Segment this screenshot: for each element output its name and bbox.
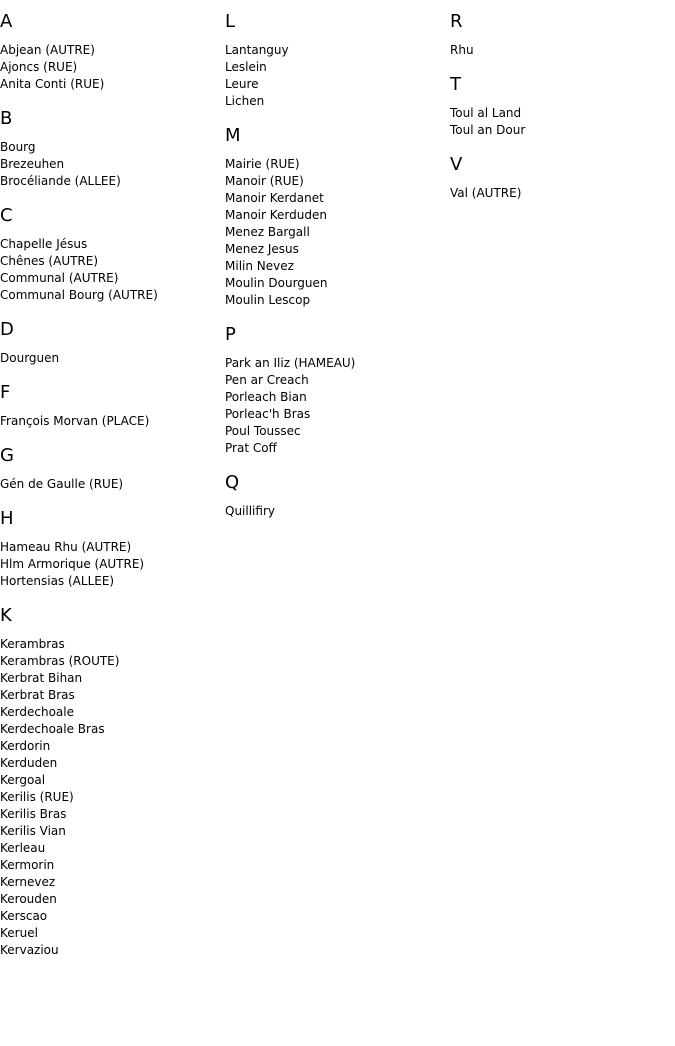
letter-group	[0, 446, 225, 493]
letter-heading: H	[0, 508, 14, 529]
letter-group	[0, 383, 225, 430]
street-list	[0, 139, 225, 190]
letter-heading: V	[450, 154, 463, 175]
street-link[interactable]: Rhu	[450, 43, 474, 57]
street-link[interactable]: Toul al Land	[450, 106, 522, 120]
letter-heading: K	[0, 605, 12, 626]
letter-group	[225, 325, 450, 457]
street-link[interactable]: Porleac'h Bras	[225, 407, 311, 421]
street-link[interactable]: Kerilis Vian	[0, 824, 66, 838]
street-link[interactable]: Kerdorin	[0, 739, 51, 753]
street-link[interactable]: Milin Nevez	[225, 259, 294, 273]
street-link[interactable]: Moulin Lescop	[225, 293, 311, 307]
letter-group	[0, 206, 225, 304]
street-link[interactable]: Communal (AUTRE)	[0, 271, 119, 285]
street-link[interactable]: Val (AUTRE)	[450, 186, 522, 200]
letter-group	[225, 12, 450, 110]
index-column-1	[0, 0, 225, 975]
index-column-2	[225, 0, 450, 536]
street-link[interactable]: Communal Bourg (AUTRE)	[0, 288, 158, 302]
street-link[interactable]: Kernevez	[0, 875, 56, 889]
letter-heading: R	[450, 11, 463, 32]
street-link[interactable]: Kerdechoale Bras	[0, 722, 105, 736]
street-link[interactable]: Kerdechoale	[0, 705, 74, 719]
street-list	[0, 413, 225, 430]
letter-group	[225, 126, 450, 309]
street-list	[0, 42, 225, 93]
street-list	[0, 476, 225, 493]
letter-heading: L	[225, 11, 236, 32]
street-link[interactable]: Prat Coff	[225, 441, 277, 455]
street-link[interactable]: Kerouden	[0, 892, 57, 906]
letter-heading: T	[450, 74, 461, 95]
letter-heading: M	[225, 125, 241, 146]
street-link[interactable]: François Morvan (PLACE)	[0, 414, 150, 428]
letter-group	[450, 75, 675, 139]
letter-group	[0, 109, 225, 190]
street-link[interactable]: Kerbrat Bras	[0, 688, 75, 702]
street-link[interactable]: Leslein	[225, 60, 267, 74]
letter-group	[0, 320, 225, 367]
street-link[interactable]: Leure	[225, 77, 259, 91]
street-link[interactable]: Kerilis Bras	[0, 807, 67, 821]
street-link[interactable]: Hameau Rhu (AUTRE)	[0, 540, 132, 554]
street-link[interactable]: Hlm Armorique (AUTRE)	[0, 557, 145, 571]
street-link[interactable]: Kerambras (ROUTE)	[0, 654, 120, 668]
street-link[interactable]: Quillifiry	[225, 504, 275, 518]
letter-heading: C	[0, 205, 13, 226]
street-list	[0, 350, 225, 367]
street-list	[450, 105, 675, 139]
street-link[interactable]: Chapelle Jésus	[0, 237, 88, 251]
index-column-3	[450, 0, 675, 218]
street-link[interactable]: Menez Jesus	[225, 242, 299, 256]
street-link[interactable]: Lantanguy	[225, 43, 289, 57]
street-link[interactable]: Gén de Gaulle (RUE)	[0, 477, 124, 491]
letter-heading: A	[0, 11, 13, 32]
street-link[interactable]: Bourg	[0, 140, 36, 154]
street-list	[225, 156, 450, 309]
street-link[interactable]: Ajoncs (RUE)	[0, 60, 78, 74]
street-link[interactable]: Mairie (RUE)	[225, 157, 300, 171]
street-list	[225, 355, 450, 457]
street-link[interactable]: Chênes (AUTRE)	[0, 254, 99, 268]
letter-heading: F	[0, 382, 11, 403]
street-link[interactable]: Dourguen	[0, 351, 60, 365]
street-link[interactable]: Park an Iliz (HAMEAU)	[225, 356, 356, 370]
letter-group	[225, 473, 450, 520]
street-list	[0, 236, 225, 304]
street-link[interactable]: Manoir Kerdanet	[225, 191, 324, 205]
letter-heading: G	[0, 445, 14, 466]
street-list	[225, 503, 450, 520]
street-list	[450, 42, 675, 59]
street-link[interactable]: Poul Toussec	[225, 424, 301, 438]
street-link[interactable]: Toul an Dour	[450, 123, 526, 137]
letter-group	[0, 12, 225, 93]
street-link[interactable]: Porleach Bian	[225, 390, 307, 404]
street-link[interactable]: Menez Bargall	[225, 225, 310, 239]
letter-group	[0, 606, 225, 959]
street-list	[450, 185, 675, 202]
street-link[interactable]: Moulin Dourguen	[225, 276, 328, 290]
street-link[interactable]: Kerscao	[0, 909, 48, 923]
street-list	[225, 42, 450, 110]
street-link[interactable]: Kergoal	[0, 773, 46, 787]
street-link[interactable]: Hortensias (ALLEE)	[0, 574, 115, 588]
letter-heading: P	[225, 324, 236, 345]
street-link[interactable]: Kerleau	[0, 841, 46, 855]
street-list	[0, 539, 225, 590]
street-link[interactable]: Kerilis (RUE)	[0, 790, 74, 804]
street-link[interactable]: Pen ar Creach	[225, 373, 309, 387]
street-link[interactable]: Kermorin	[0, 858, 55, 872]
street-link[interactable]: Manoir Kerduden	[225, 208, 327, 222]
street-link[interactable]: Kerduden	[0, 756, 58, 770]
street-link[interactable]: Abjean (AUTRE)	[0, 43, 95, 57]
street-link[interactable]: Lichen	[225, 94, 265, 108]
letter-group	[450, 12, 675, 59]
street-link[interactable]: Kervaziou	[0, 943, 59, 957]
street-link[interactable]: Brocéliande (ALLEE)	[0, 174, 121, 188]
street-link[interactable]: Anita Conti (RUE)	[0, 77, 105, 91]
street-link[interactable]: Kerambras	[0, 637, 65, 651]
letter-group	[0, 509, 225, 590]
street-link[interactable]: Manoir (RUE)	[225, 174, 304, 188]
letter-heading: B	[0, 108, 13, 129]
street-link[interactable]: Brezeuhen	[0, 157, 65, 171]
letter-heading: D	[0, 319, 14, 340]
street-link[interactable]: Kerbrat Bihan	[0, 671, 83, 685]
street-list	[0, 636, 225, 959]
letter-group	[450, 155, 675, 202]
letter-heading: Q	[225, 472, 240, 493]
street-link[interactable]: Keruel	[0, 926, 38, 940]
